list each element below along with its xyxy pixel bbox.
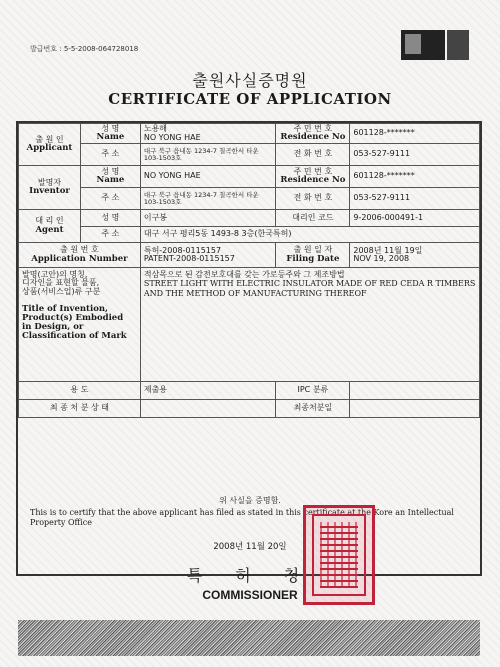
ipc-value (350, 382, 480, 400)
applicant-resno: 601128-******* (350, 124, 480, 144)
usage-value: 제출용 (140, 382, 276, 400)
inventor-resno-label: 주 민 번 호 Residence No (276, 166, 350, 188)
applicant-tel: 053-527-9111 (350, 144, 480, 166)
security-pattern (18, 620, 480, 656)
agent-code: 9-2006-000491-1 (350, 210, 480, 227)
final-date-value (350, 400, 480, 418)
agent-code-label: 대리인 코드 (276, 210, 350, 227)
agent-addr: 대구 서구 평리5동 1493-8 3층(한국특허) (140, 227, 479, 243)
applicant-name: 노용해 NO YONG HAE (140, 124, 276, 144)
ipc-label: IPC 분류 (276, 382, 350, 400)
application-number: 특허-2008-0115157 PATENT-2008-0115157 (140, 243, 276, 268)
office-english: COMMISSIONER (202, 588, 298, 602)
agent-name-label: 성 명 (80, 210, 140, 227)
inventor-addr: 대구 북구 읍내동 1234-7 칠곡한서 타운 103-1503호 (140, 188, 276, 210)
invention-label: 발명(고안)의 명칭, 디자인을 표현할 물품, 상품(서비스업)류 구분 Title of Invention, Product(s) Embodied in Design, or Classification of Mark (19, 268, 141, 382)
issue-number: 발급번호 : 5-5-2008-064728018 (30, 45, 139, 53)
certification-korean: 위 사실을 증명함. (219, 496, 281, 505)
final-date-label: 최종처분일 (276, 400, 350, 418)
qr-seal-icon (401, 30, 445, 60)
agent-label: 대 리 인 Agent (19, 210, 81, 243)
application-number-label: 출 원 번 호 Application Number (19, 243, 141, 268)
office-korean: 특 허 청 (186, 566, 314, 585)
applicant-addr-label: 주 소 (80, 144, 140, 166)
inventor-resno: 601128-******* (350, 166, 480, 188)
final-status-label: 최 종 처 분 상 태 (19, 400, 141, 418)
inventor-addr-label: 주 소 (80, 188, 140, 210)
applicant-label: 출 원 인 Applicant (19, 124, 81, 166)
inventor-tel-label: 전 화 번 호 (276, 188, 350, 210)
usage-label: 용 도 (19, 382, 141, 400)
applicant-name-label: 성 명 Name (80, 124, 140, 144)
certification-date: 2008년 11월 20일 (213, 542, 287, 552)
inventor-name: NO YONG HAE (140, 166, 276, 188)
filing-date: 2008년 11월 19일 NOV 19, 2008 (350, 243, 480, 268)
title-english: CERTIFICATE OF APPLICATION (108, 90, 392, 108)
applicant-resno-label: 주 민 번 호 Residence No (276, 124, 350, 144)
title-korean: 출원사실증명원 (192, 71, 308, 90)
certification-english: This is to certify that the above applicant has filed as stated in this certificate at the Kore an Intellectual Property Office (30, 508, 454, 527)
application-table (18, 123, 480, 418)
invention-title: 적삼목으로 된 감전보호대를 갖는 가로등주와 그 제조방법 STREET LIGHT WITH ELECTRIC INSULATOR MADE OF RED CEDA R TIMBERS AND THE METHOD OF MANUFACTURING THEREOF (140, 268, 479, 382)
final-status-value (140, 400, 276, 418)
applicant-addr: 대구 북구 읍내동 1234-7 칠곡한서 타운 103-1503호 (140, 144, 276, 166)
qr-seal-icon-secondary (447, 30, 469, 60)
inventor-label: 발명자 Inventor (19, 166, 81, 210)
agent-addr-label: 주 소 (80, 227, 140, 243)
inventor-tel: 053-527-9111 (350, 188, 480, 210)
applicant-tel-label: 전 화 번 호 (276, 144, 350, 166)
inventor-name-label: 성 명 Name (80, 166, 140, 188)
filing-date-label: 출 원 일 자 Filing Date (276, 243, 350, 268)
agent-name: 이구봉 (140, 210, 276, 227)
